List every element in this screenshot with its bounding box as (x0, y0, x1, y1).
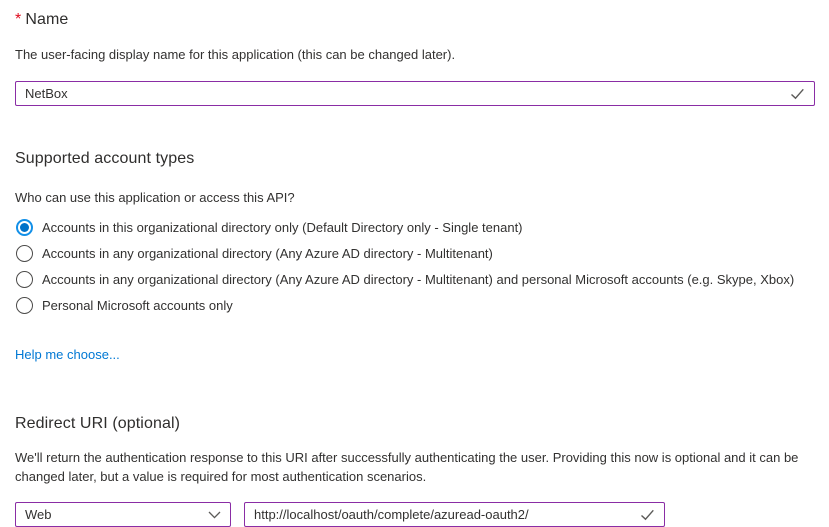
supported-account-types-title: Supported account types (15, 150, 195, 167)
name-section-title (15, 10, 815, 30)
redirect-uri-input-container (244, 502, 665, 527)
radio-option-label: Personal Microsoft accounts only (42, 297, 233, 313)
chevron-down-icon (208, 511, 221, 519)
radio-button[interactable] (16, 297, 33, 314)
radio-option-single-tenant[interactable] (15, 218, 815, 236)
redirect-uri-title: Redirect URI (optional) (15, 415, 181, 432)
name-section-title-text: Name (25, 11, 69, 28)
help-me-choose-link[interactable]: Help me choose... (15, 347, 120, 362)
radio-option-multitenant[interactable] (15, 244, 815, 262)
redirect-uri-description: We'll return the authentication response to this URI after successfully authenticating the user. Providing this now is optional and it can be changed later, but a value is required for most authentication scenarios. (15, 450, 799, 484)
supported-account-types-section (15, 149, 815, 364)
radio-button[interactable] (16, 245, 33, 262)
radio-button[interactable] (16, 219, 33, 236)
redirect-uri-section (15, 414, 815, 527)
name-input[interactable] (15, 81, 815, 106)
platform-select-value: Web (25, 507, 52, 522)
account-types-radio-group (15, 218, 815, 314)
required-asterisk: * (15, 11, 22, 28)
name-input-container (15, 81, 815, 106)
redirect-uri-row (15, 502, 815, 527)
radio-option-personal-only[interactable] (15, 296, 815, 314)
radio-option-label: Accounts in this organizational directory only (Default Directory only - Single tenant) (42, 219, 523, 235)
radio-option-label: Accounts in any organizational directory (Any Azure AD directory - Multitenant) and personal Microsoft accounts (e.g. Skype, Xbox) (42, 271, 795, 287)
redirect-uri-input[interactable] (244, 502, 665, 527)
platform-select[interactable] (15, 502, 231, 527)
radio-button[interactable] (16, 271, 33, 288)
name-section (15, 10, 815, 106)
radio-option-multitenant-personal[interactable] (15, 270, 815, 288)
account-types-question: Who can use this application or access this API? (15, 190, 295, 205)
name-description: The user-facing display name for this application (this can be changed later). (15, 47, 456, 62)
radio-option-label: Accounts in any organizational directory (Any Azure AD directory - Multitenant) (42, 245, 493, 261)
